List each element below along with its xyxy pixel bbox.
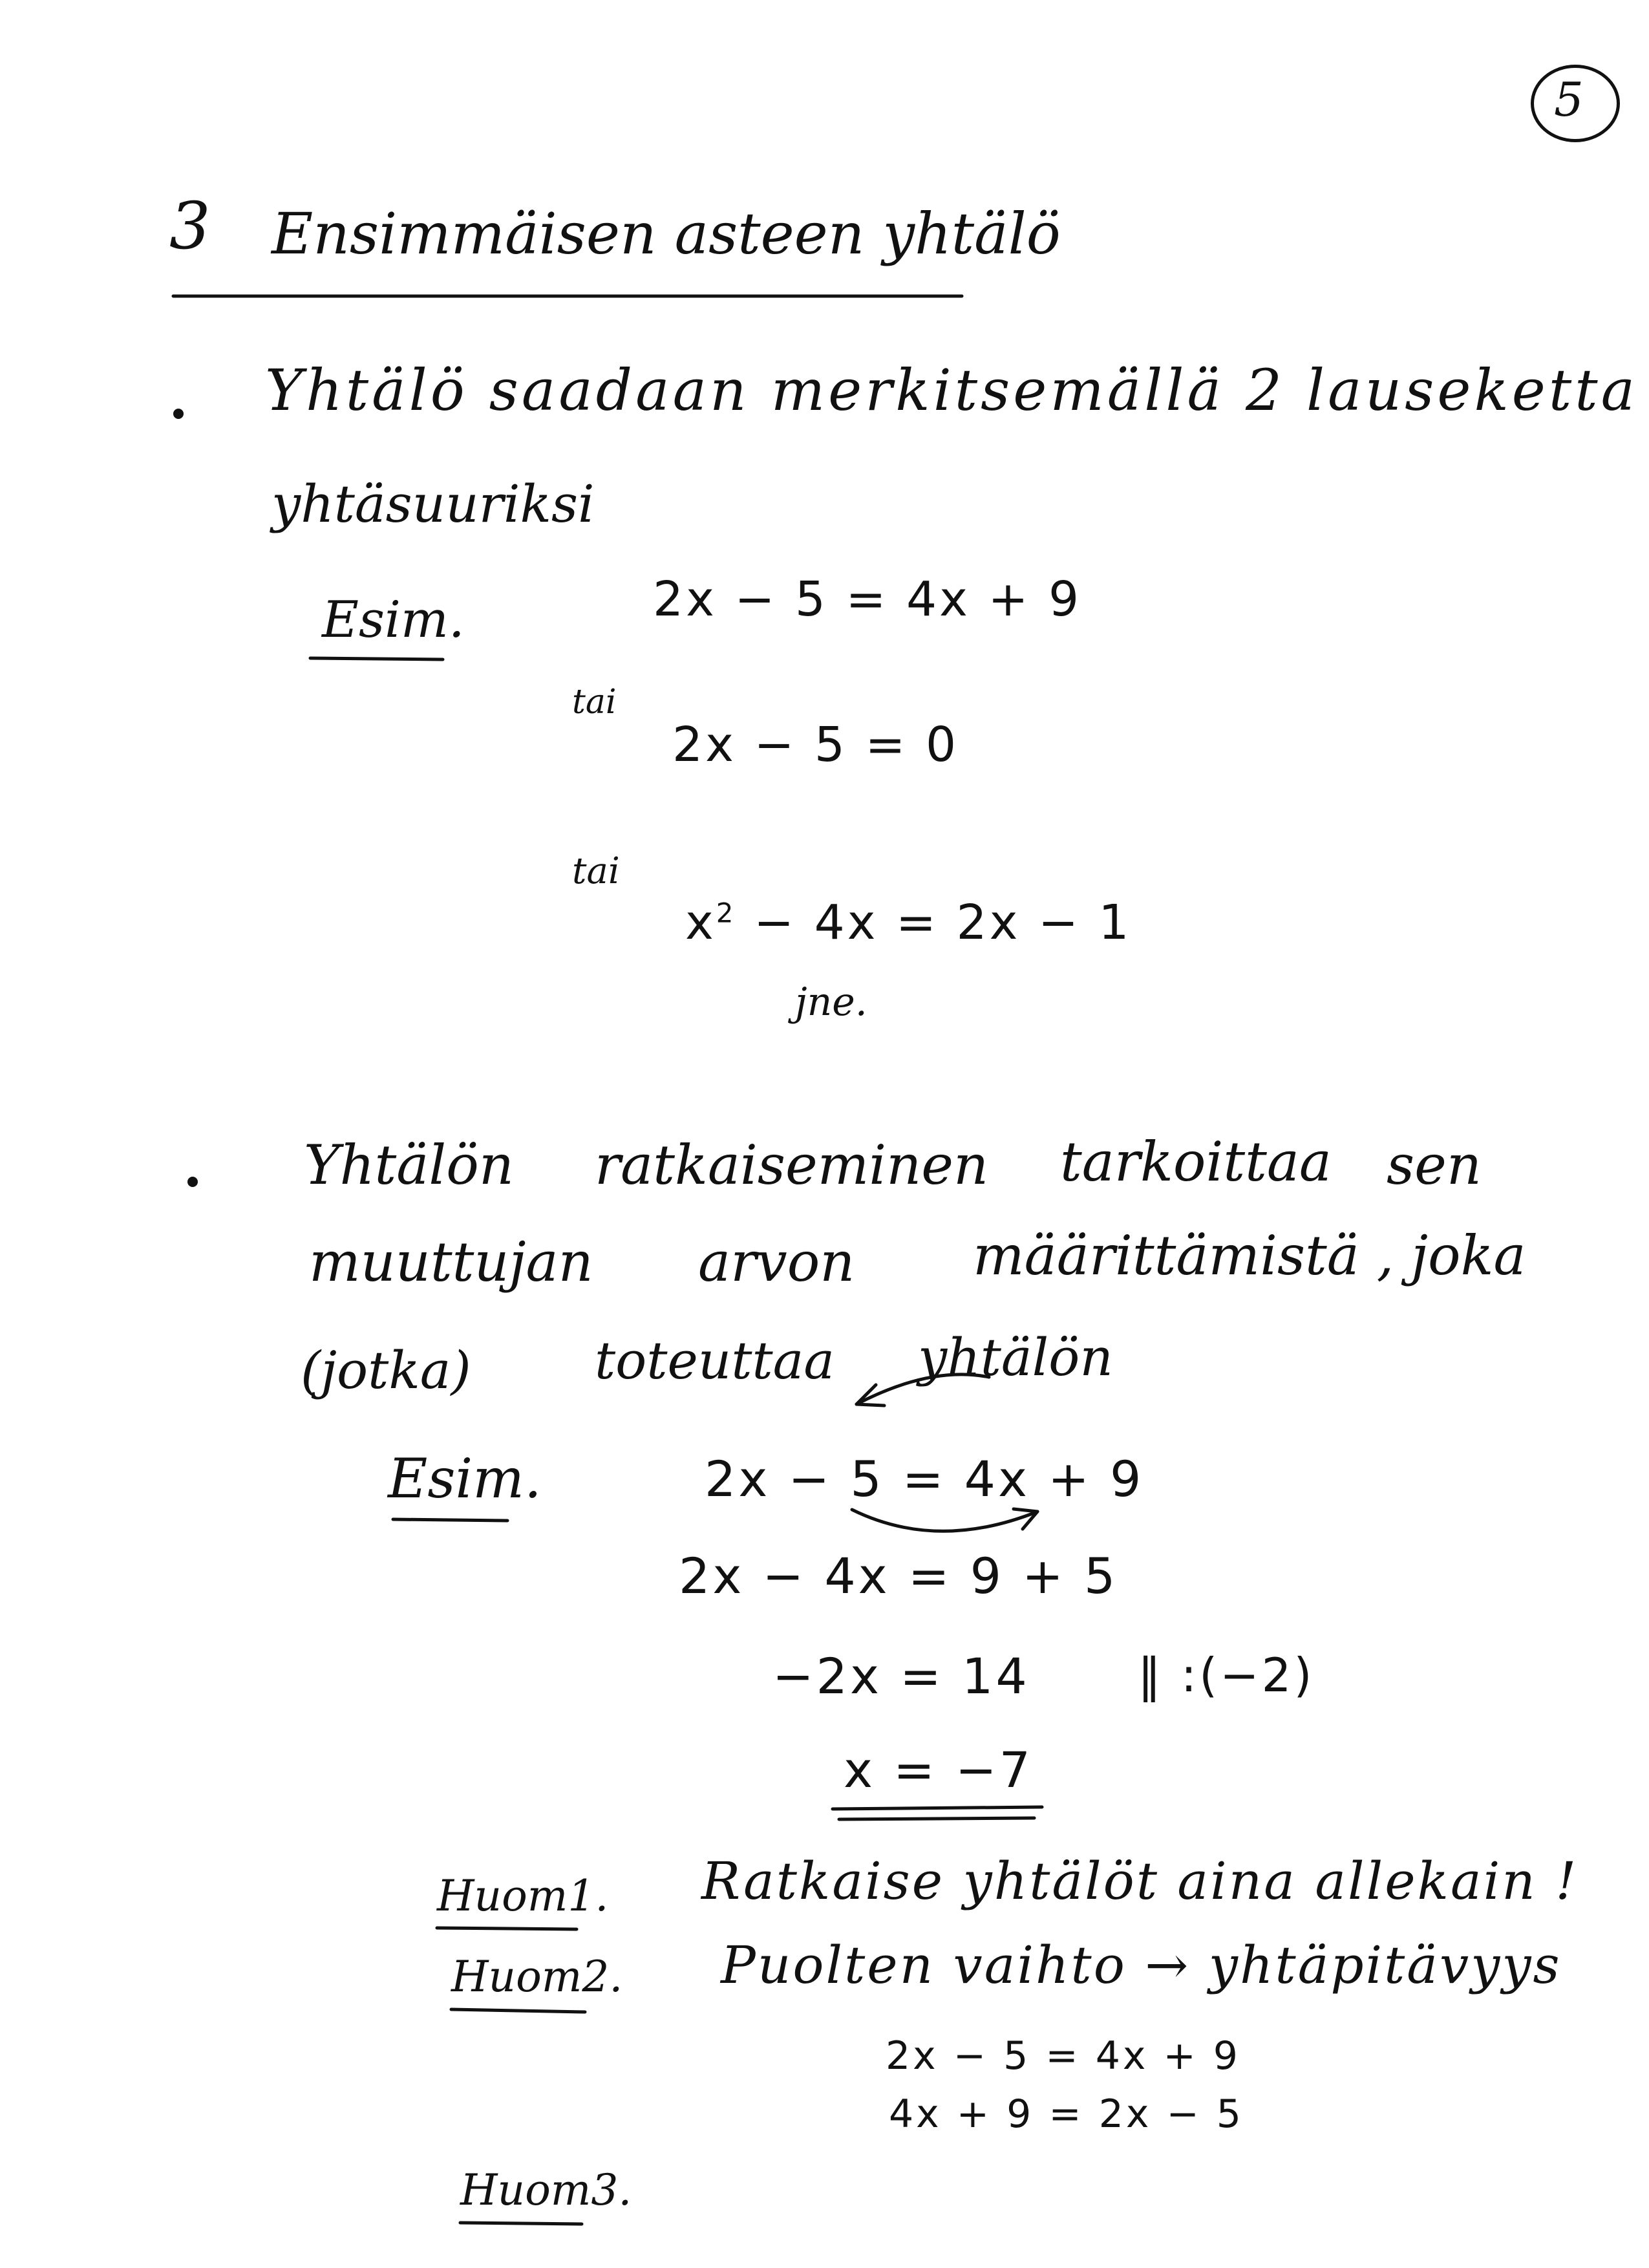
bullet-text-line2: yhtäsuuriksi <box>271 474 595 534</box>
etc-label: jne. <box>795 979 867 1025</box>
solution-step-2: 2x − 4x = 9 + 5 <box>679 1547 1118 1605</box>
result-double-underline <box>839 1818 1034 1819</box>
definition-line1-word4: sen <box>1387 1133 1482 1197</box>
example-label: Esim. <box>322 591 465 649</box>
note-2-label: Huom2. <box>451 1952 623 2002</box>
example-label-underline <box>393 1519 507 1521</box>
equation-2: 2x − 5 = 0 <box>672 717 959 773</box>
example-label: Esim. <box>388 1447 542 1510</box>
definition-line2-word2: arvon <box>698 1230 855 1294</box>
or-label-1: tai <box>572 683 617 722</box>
division-note: ‖ :(−2) <box>1138 1648 1315 1702</box>
definition-line3-word3: yhtälön <box>918 1327 1113 1387</box>
definition-line1-word3: tarkoittaa <box>1060 1130 1332 1193</box>
or-label-2: tai <box>572 850 620 892</box>
note-2-equation-2: 4x + 9 = 2x − 5 <box>889 2091 1244 2137</box>
curved-arrow-right <box>852 1510 1037 1531</box>
definition-line2-word1: muuttujan <box>309 1230 593 1294</box>
page-title: Ensimmäisen asteen yhtälö <box>271 200 1061 267</box>
definition-line3-word2: toteuttaa <box>595 1331 835 1391</box>
note-2-equation-1: 2x − 5 = 4x + 9 <box>886 2033 1240 2079</box>
note-label-underline <box>437 1928 577 1929</box>
note-label-underline <box>460 2223 582 2224</box>
definition-line1-word2: ratkaiseminen <box>595 1133 989 1197</box>
definition-line1-word1: Yhtälön <box>304 1133 514 1197</box>
note-label-underline <box>451 2009 585 2012</box>
note-1-label: Huom1. <box>437 1871 609 1921</box>
equation-3-base: x <box>685 895 716 950</box>
result-double-underline <box>833 1807 1042 1809</box>
equation-3-exponent: 2 <box>716 897 736 929</box>
solution-result: x = −7 <box>844 1741 1034 1799</box>
curved-arrow-left <box>856 1375 989 1404</box>
section-number: 3 <box>169 188 211 264</box>
solution-step-3: −2x = 14 <box>772 1647 1030 1705</box>
note-3-label: Huom3. <box>460 2165 632 2215</box>
solution-step-1: 2x − 5 = 4x + 9 <box>705 1450 1144 1508</box>
example-label-underline <box>310 658 443 659</box>
note-2-text: Puolten vaihto → yhtäpitävyys <box>721 1935 1562 1995</box>
definition-line3-word1: (jotka) <box>301 1340 471 1400</box>
note-1-text: Ratkaise yhtälöt aina allekain ! <box>701 1851 1579 1911</box>
bullet-text-line1: Yhtälö saadaan merkitsemällä 2 lauseketta <box>265 357 1639 423</box>
page-number: 5 <box>1554 72 1584 127</box>
definition-line2-word3: määrittämistä , joka <box>973 1224 1526 1287</box>
equation-1: 2x − 5 = 4x + 9 <box>653 572 1082 627</box>
equation-3-rest: − 4x = 2x − 1 <box>736 895 1132 950</box>
